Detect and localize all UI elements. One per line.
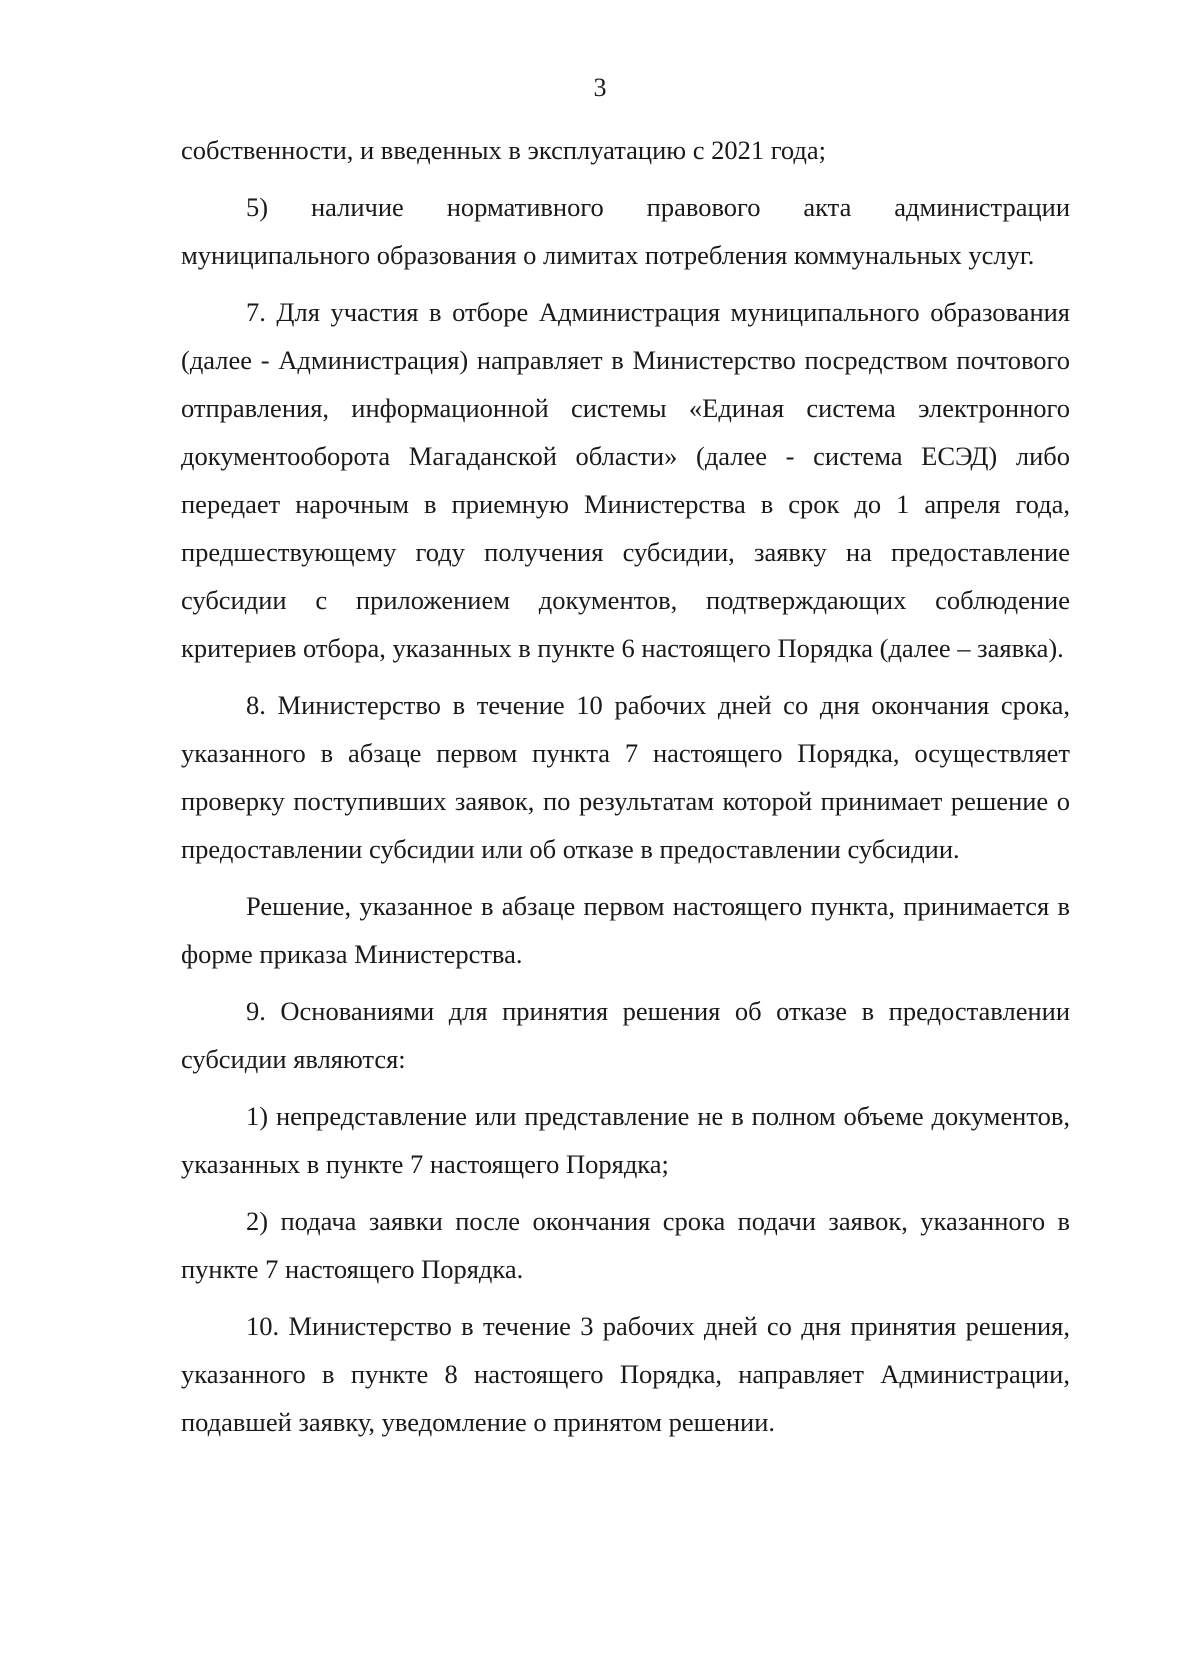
paragraph-2: 5) наличие нормативного правового акта администрации муниципального образования о лимитах потребления коммунальных услуг. bbox=[181, 192, 1070, 270]
paragraph-8: 2) подача заявки после окончания срока подачи заявок, указанного в пункте 7 настоящего Порядка. bbox=[181, 1206, 1070, 1284]
paragraph-7: 1) непредставление или представление не в полном объеме документов, указанных в пункте 7 настоящего Порядка; bbox=[181, 1101, 1070, 1179]
paragraph-5: Решение, указанное в абзаце первом настоящего пункта, принимается в форме приказа Министерства. bbox=[181, 891, 1070, 969]
paragraph-1: собственности, и введенных в эксплуатацию с 2021 года; bbox=[181, 135, 827, 165]
paragraph-3: 7. Для участия в отборе Администрация муниципального образования (далее - Администрация) направляет в Министерство посредством почтового отправления, информационной системы «Единая система электронного документооборота Магаданской области» (далее - система ЕСЭД) либо передает нарочным в приемную Министерства в срок до 1 апреля года, предшествующему году получения субсидии, заявку на предоставление субсидии с приложением документов, подтверждающих соблюдение критериев отбора, указанных в пункте 6 настоящего Порядка (далее – заявка). bbox=[181, 297, 1070, 663]
paragraph-4: 8. Министерство в течение 10 рабочих дней со дня окончания срока, указанного в абзаце первом пункта 7 настоящего Порядка, осуществляет проверку поступивших заявок, по результатам которой принимает решение о предоставлении субсидии или об отказе в предоставлении субсидии. bbox=[181, 690, 1070, 864]
paragraph-6: 9. Основаниями для принятия решения об отказе в предоставлении субсидии являются: bbox=[181, 996, 1070, 1074]
document-body bbox=[181, 126, 1070, 1455]
page-number: 3 bbox=[593, 73, 607, 102]
paragraph-9: 10. Министерство в течение 3 рабочих дней со дня принятия решения, указанного в пункте 8 настоящего Порядка, направляет Администрации, подавшей заявку, уведомление о принятом решении. bbox=[181, 1311, 1070, 1437]
